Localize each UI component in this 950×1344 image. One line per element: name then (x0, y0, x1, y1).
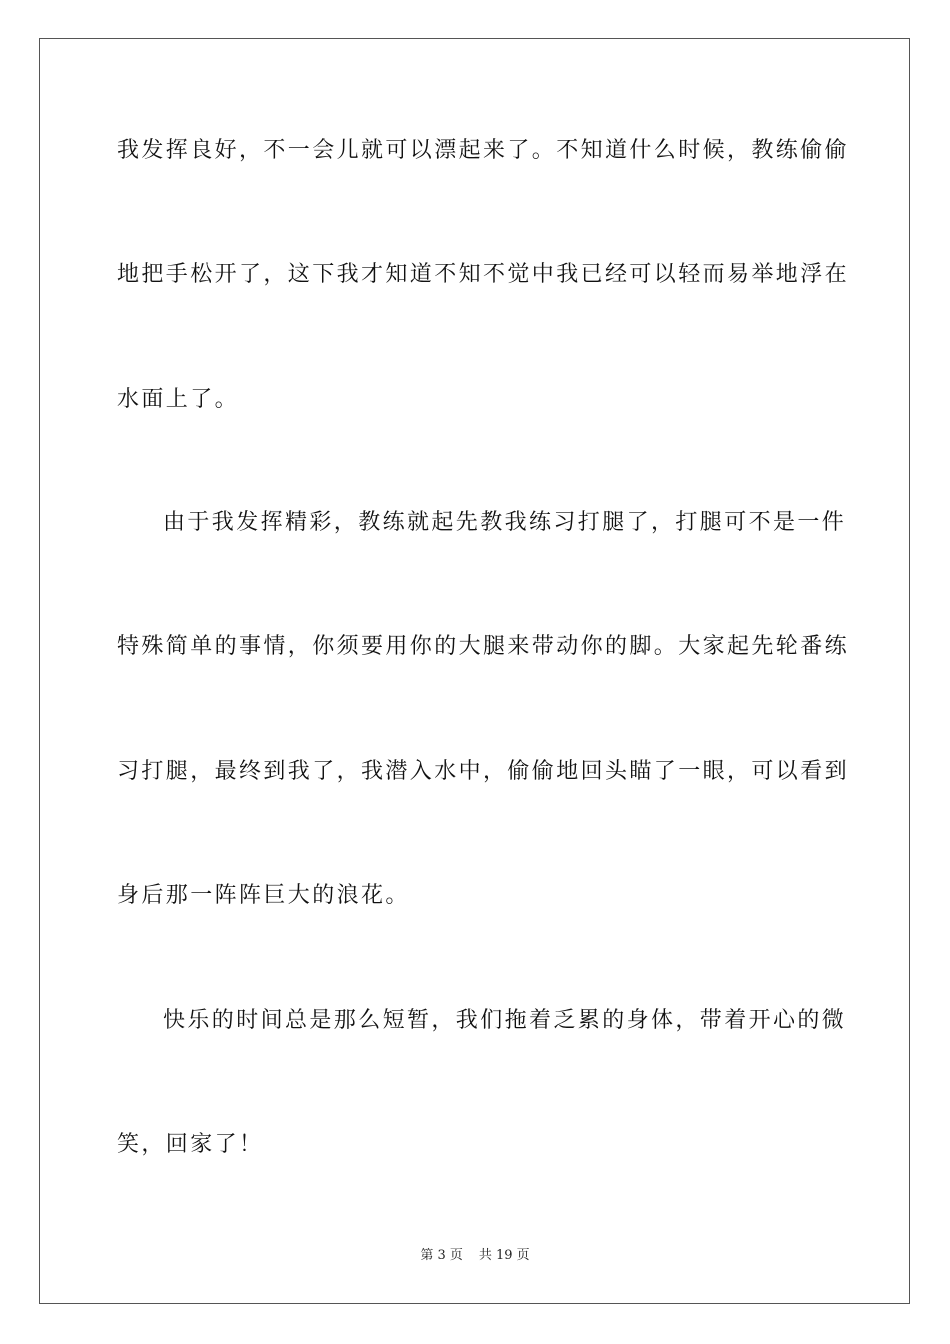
text-line: 笑，回家了！ (117, 1132, 264, 1157)
page-total: 共 19 页 (478, 1248, 530, 1263)
text-line: 快乐的时间总是那么短暂，我们拖着乏累的身体，带着开心的微 (163, 1008, 847, 1033)
text-line: 水面上了。 (117, 387, 240, 412)
text-line: 我发挥良好，不一会儿就可以漂起来了。不知道什么时候，教练偷偷 (117, 138, 850, 163)
page-frame (39, 38, 910, 1304)
text-line: 地把手松开了，这下我才知道不知不觉中我已经可以轻而易举地浮在 (117, 262, 850, 287)
page-footer (0, 1247, 950, 1265)
page-number: 第 3 页 (420, 1248, 463, 1263)
text-line: 习打腿，最终到我了，我潜入水中，偷偷地回头瞄了一眼，可以看到 (117, 759, 850, 784)
text-line: 特殊简单的事情，你须要用你的大腿来带动你的脚。大家起先轮番练 (117, 634, 850, 659)
text-line: 身后那一阵阵巨大的浪花。 (117, 883, 410, 908)
text-line: 由于我发挥精彩，教练就起先教我练习打腿了，打腿可不是一件 (163, 510, 847, 535)
